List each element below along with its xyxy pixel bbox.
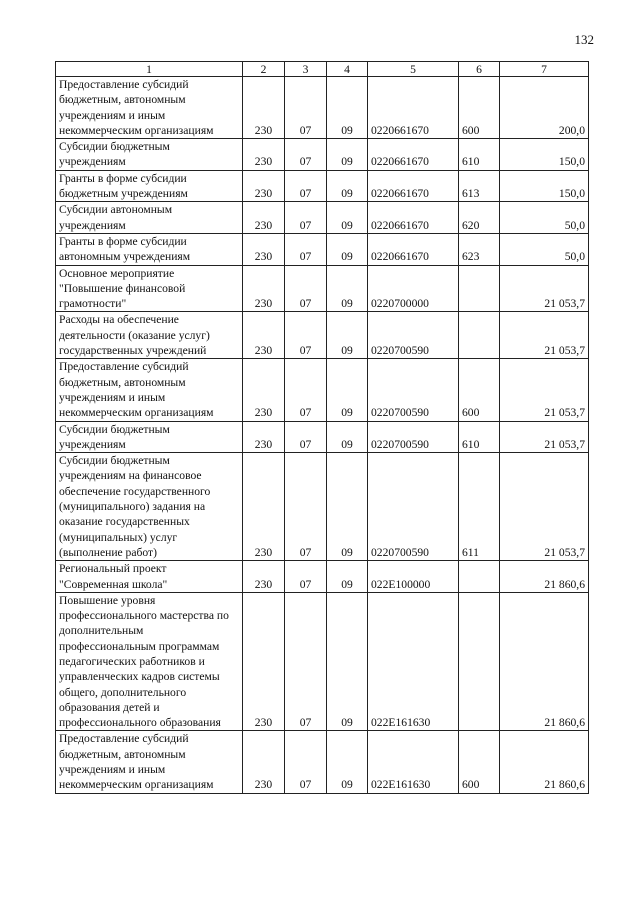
- row-c6: 610: [459, 139, 500, 171]
- row-c7: 21 053,7: [500, 312, 589, 359]
- row-c7: 21 860,6: [500, 592, 589, 731]
- row-name: Субсидии бюджетным учреждениям на финансовое обеспечение государственного (муниципального) задания на оказание государственных (муниципальных) услуг (выполнение работ): [56, 453, 243, 561]
- row-name: Субсидии бюджетным учреждениям: [56, 139, 243, 171]
- row-c3: 07: [285, 170, 327, 202]
- row-c3: 07: [285, 731, 327, 793]
- row-c5: 022Е161630: [368, 592, 459, 731]
- row-c2: 230: [243, 312, 285, 359]
- row-c4: 09: [327, 592, 368, 731]
- row-c5: 022Е161630: [368, 731, 459, 793]
- row-c2: 230: [243, 421, 285, 453]
- row-c6: 600: [459, 359, 500, 421]
- table-body: [56, 77, 589, 794]
- row-c7: 200,0: [500, 77, 589, 139]
- row-name: Предоставление субсидий бюджетным, автономным учреждениям и иным некоммерческим организациям: [56, 359, 243, 421]
- column-header: 3: [285, 62, 327, 77]
- row-c7: 150,0: [500, 170, 589, 202]
- row-c6: 620: [459, 202, 500, 234]
- row-c4: 09: [327, 265, 368, 312]
- row-c6: 600: [459, 77, 500, 139]
- row-c3: 07: [285, 312, 327, 359]
- column-header: 7: [500, 62, 589, 77]
- row-c6: [459, 592, 500, 731]
- page-number: 132: [574, 32, 594, 47]
- table-row: [56, 139, 589, 171]
- row-c4: 09: [327, 731, 368, 793]
- row-c3: 07: [285, 202, 327, 234]
- row-c6: 613: [459, 170, 500, 202]
- row-c2: 230: [243, 233, 285, 265]
- row-c4: 09: [327, 312, 368, 359]
- row-c5: 0220700590: [368, 453, 459, 561]
- row-c5: 0220661670: [368, 77, 459, 139]
- row-c5: 0220700590: [368, 359, 459, 421]
- row-c7: 21 860,6: [500, 561, 589, 593]
- row-c4: 09: [327, 421, 368, 453]
- row-c4: 09: [327, 561, 368, 593]
- row-c6: [459, 265, 500, 312]
- row-c5: 0220661670: [368, 233, 459, 265]
- row-c3: 07: [285, 139, 327, 171]
- row-c5: 022Е100000: [368, 561, 459, 593]
- row-c7: 21 860,6: [500, 731, 589, 793]
- row-c7: 21 053,7: [500, 359, 589, 421]
- row-c3: 07: [285, 265, 327, 312]
- row-c2: 230: [243, 265, 285, 312]
- row-c7: 150,0: [500, 139, 589, 171]
- row-c6: 610: [459, 421, 500, 453]
- row-c4: 09: [327, 359, 368, 421]
- row-c6: [459, 561, 500, 593]
- row-name: Гранты в форме субсидии бюджетным учреждениям: [56, 170, 243, 202]
- row-name: Субсидии бюджетным учреждениям: [56, 421, 243, 453]
- table-row: [56, 170, 589, 202]
- column-header: 4: [327, 62, 368, 77]
- row-c7: 50,0: [500, 202, 589, 234]
- table-header: [56, 62, 589, 77]
- row-c7: 50,0: [500, 233, 589, 265]
- row-c3: 07: [285, 233, 327, 265]
- row-c6: 623: [459, 233, 500, 265]
- row-c6: [459, 312, 500, 359]
- row-name: Основное мероприятие "Повышение финансовой грамотности": [56, 265, 243, 312]
- row-c2: 230: [243, 170, 285, 202]
- column-header: 5: [368, 62, 459, 77]
- row-c3: 07: [285, 592, 327, 731]
- table-row: [56, 265, 589, 312]
- row-c5: 0220700590: [368, 312, 459, 359]
- header-row: [56, 62, 589, 77]
- table-row: [56, 731, 589, 793]
- row-c2: 230: [243, 453, 285, 561]
- row-c5: 0220661670: [368, 202, 459, 234]
- row-name: Субсидии автономным учреждениям: [56, 202, 243, 234]
- column-header: 1: [56, 62, 243, 77]
- row-name: Региональный проект "Современная школа": [56, 561, 243, 593]
- row-c6: 600: [459, 731, 500, 793]
- row-name: Гранты в форме субсидии автономным учреждениям: [56, 233, 243, 265]
- row-c2: 230: [243, 359, 285, 421]
- row-c2: 230: [243, 592, 285, 731]
- row-name: Предоставление субсидий бюджетным, автономным учреждениям и иным некоммерческим организациям: [56, 77, 243, 139]
- row-c5: 0220700000: [368, 265, 459, 312]
- row-c7: 21 053,7: [500, 421, 589, 453]
- row-c4: 09: [327, 77, 368, 139]
- row-c5: 0220661670: [368, 170, 459, 202]
- row-c5: 0220661670: [368, 139, 459, 171]
- row-c2: 230: [243, 77, 285, 139]
- column-header: 6: [459, 62, 500, 77]
- row-c2: 230: [243, 139, 285, 171]
- row-c4: 09: [327, 202, 368, 234]
- budget-table: [55, 61, 589, 794]
- row-c4: 09: [327, 233, 368, 265]
- table-row: [56, 592, 589, 731]
- row-c3: 07: [285, 77, 327, 139]
- row-c4: 09: [327, 453, 368, 561]
- row-c2: 230: [243, 202, 285, 234]
- column-header: 2: [243, 62, 285, 77]
- row-c6: 611: [459, 453, 500, 561]
- row-c2: 230: [243, 731, 285, 793]
- row-c5: 0220700590: [368, 421, 459, 453]
- table-row: [56, 77, 589, 139]
- row-c3: 07: [285, 421, 327, 453]
- row-c7: 21 053,7: [500, 453, 589, 561]
- table-row: [56, 312, 589, 359]
- table-row: [56, 359, 589, 421]
- table-row: [56, 561, 589, 593]
- row-c3: 07: [285, 453, 327, 561]
- table-row: [56, 233, 589, 265]
- row-c3: 07: [285, 359, 327, 421]
- row-name: Повышение уровня профессионального мастерства по дополнительным профессиональным программам педагогических работников и управленческих кадров системы общего, дополнительного образования детей и профессионального образования: [56, 592, 243, 731]
- row-name: Расходы на обеспечение деятельности (оказание услуг) государственных учреждений: [56, 312, 243, 359]
- row-c4: 09: [327, 139, 368, 171]
- table-row: [56, 421, 589, 453]
- row-c7: 21 053,7: [500, 265, 589, 312]
- row-name: Предоставление субсидий бюджетным, автономным учреждениям и иным некоммерческим организациям: [56, 731, 243, 793]
- row-c3: 07: [285, 561, 327, 593]
- table-row: [56, 202, 589, 234]
- table-row: [56, 453, 589, 561]
- row-c4: 09: [327, 170, 368, 202]
- row-c2: 230: [243, 561, 285, 593]
